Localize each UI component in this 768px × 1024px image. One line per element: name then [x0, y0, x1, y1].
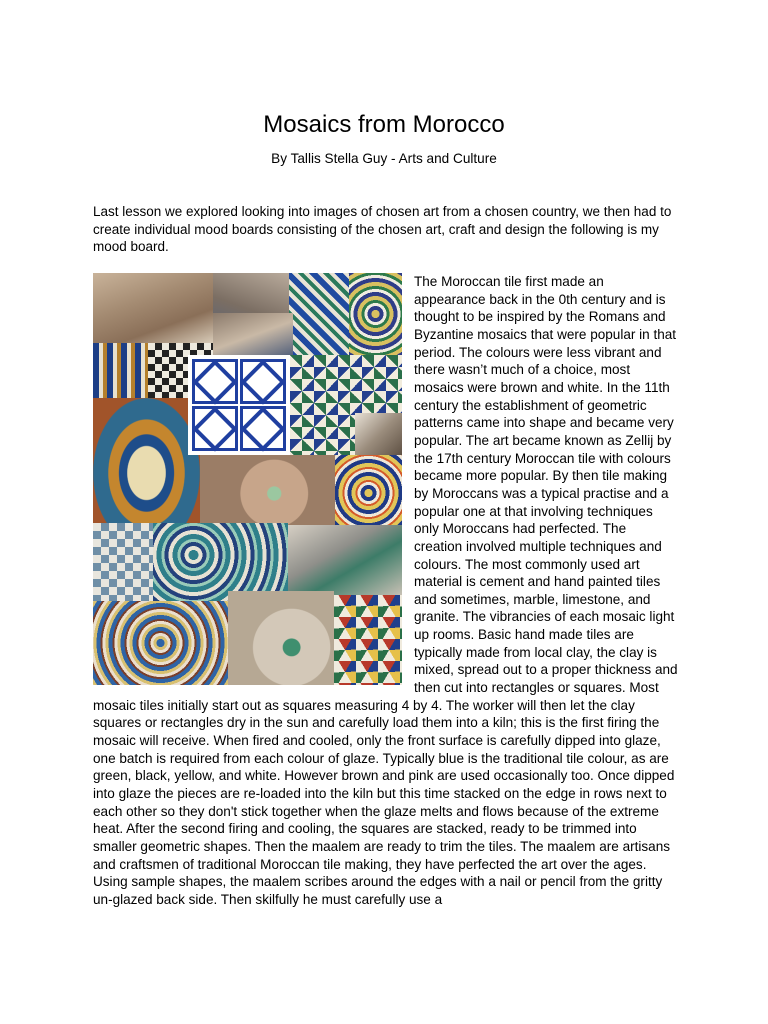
collage-photo-workshop — [93, 273, 213, 343]
collage-photo-star-tiles — [93, 523, 153, 601]
collage-photo-tools — [355, 413, 402, 458]
article-section — [93, 273, 678, 909]
collage-photo-star-mosaic — [349, 273, 402, 355]
collage-photo-hand-placing-tile — [200, 455, 335, 525]
article-body: The Moroccan tile first made an appearance back in the 0th century and is thought to be inspired by the Romans and Byzantine mosaics that were popular in that period. The colours were less vibrant and there wasn’t much of a choice, most mosaics were brown and white. In the 11th century the establishment of geometric patterns came into shape and became very popular. The art became known as Zellij by the 17th century Moroccan tile with colours became more popular. By then tile making by Moroccans was a typical practise and a popular one at that involving techniques only Moroccans had perfected. The creation involved multiple techniques and colours. The most commonly used art material is cement and hand painted tiles and sometimes, marble, limestone, and granite. The vibrancies of each mosaic light up rooms. Basic hand made tiles are typically made from local clay, the clay is mixed, spread out to a proper thickness and then cut into rectangles or squares. Most mosaic tiles initially start out as squares measuring 4 by 4. The worker will then let the clay squares or rectangles dry in the sun and carefully load them into a kiln; this is the first firing the mosaic will receive. When fired and cooled, only the front surface is carefully dipped into glaze, one batch is required from each colour of glaze. Typically blue is the traditional tile colour, as are green, black, yellow, and white. However brown and pink are used occasionally too. Once dipped into glaze the pieces are re-loaded into the kiln but this time stacked on the edge in rows next to each other so they don't stick together when the glaze melts and flows because of the extreme heat. After the second firing and cooling, the squares are stacked, ready to be trimmed into smaller geometric shapes. Then the maalem are ready to trim the tiles. The maalem are artisans and craftsmen of traditional Moroccan tile making, they have perfected the art over the ages. Using sample shapes, the maalem scribes around the edges with a nail or pencil from the gritty un-glazed back side. Then skilfully he must carefully use a — [93, 274, 678, 907]
intro-paragraph: Last lesson we explored looking into images of chosen art from a chosen country, we then had to create individual mood boards consisting of the chosen art, craft and design the following is my mood board. — [93, 204, 672, 255]
blue-tile — [192, 359, 238, 404]
collage-photo-blue-white-tiles — [188, 355, 290, 455]
collage-photo-craftsman — [213, 313, 293, 358]
collage-photo-mosaic-arch — [93, 398, 200, 523]
blue-tile — [192, 406, 238, 451]
collage-photo-hand-chisel — [288, 525, 402, 595]
collage-photo-tile-cutting — [228, 591, 334, 685]
blue-tile — [240, 406, 286, 451]
collage-photo-zellij-pattern — [334, 595, 402, 685]
collage-photo-blue-mosaic — [93, 343, 148, 398]
byline: By Tallis Stella Guy - Arts and Culture — [271, 151, 497, 166]
blue-tile — [240, 359, 286, 404]
collage-photo-rosette-mosaic — [93, 601, 228, 685]
page-title: Mosaics from Morocco — [263, 111, 505, 138]
mood-board-collage — [93, 273, 402, 685]
collage-photo-colorful-mosaic — [335, 455, 402, 531]
blue-tile-grid — [192, 359, 286, 451]
collage-photo-tiled-fountain — [289, 273, 349, 355]
